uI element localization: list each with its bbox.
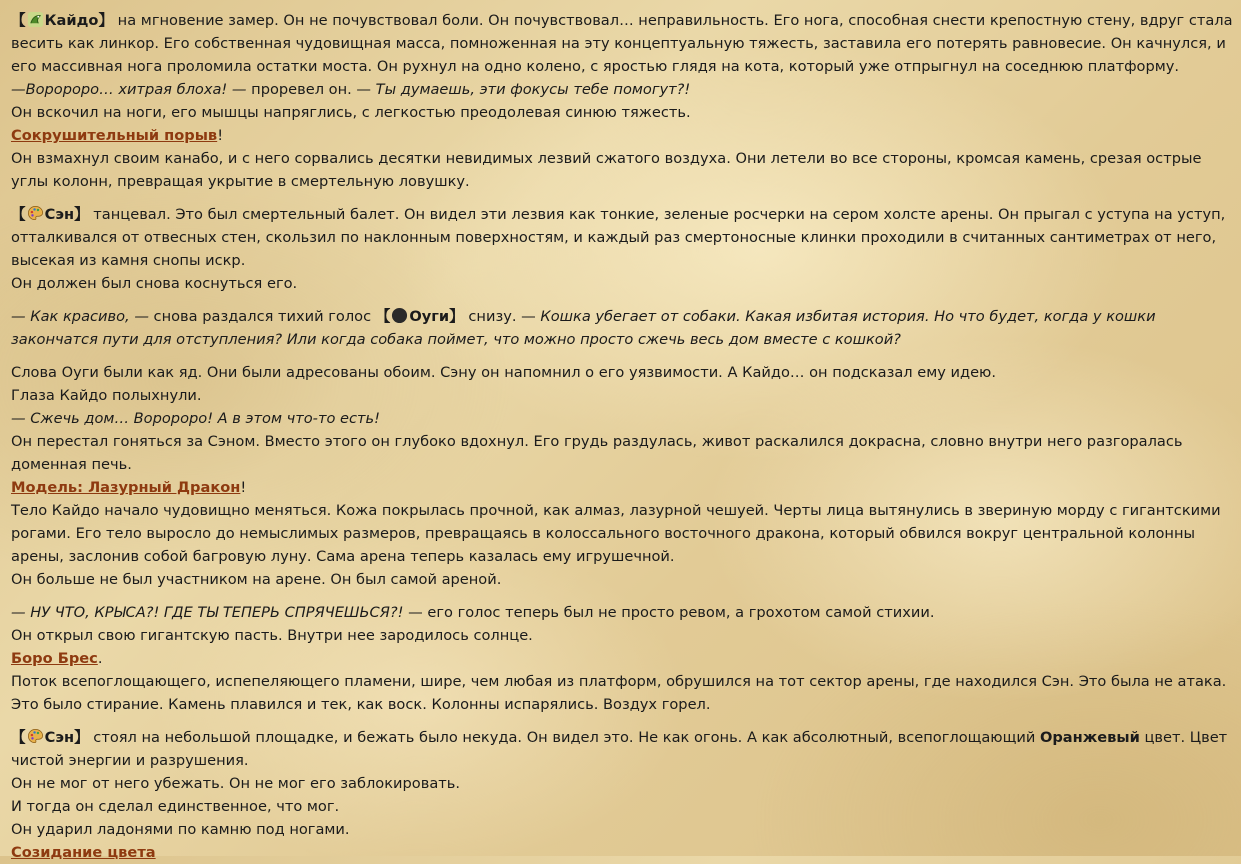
dialogue-text: — Сжечь дом… Воророро! А в этом что-то есть! bbox=[11, 410, 380, 427]
paragraph bbox=[11, 272, 1233, 295]
lizard-icon bbox=[27, 11, 44, 28]
narration-text: — его голос теперь был не просто ревом, а грохотом самой стихии. bbox=[403, 604, 935, 621]
narration-text: Он не мог от него убежать. Он не мог его заблокировать. bbox=[11, 775, 461, 792]
narration-text: Он взмахнул своим канабо, и с него сорвались десятки невидимых лезвий сжатого воздуха. Они летели во все стороны, кромсая камень, срезая острые углы колонн, превращая укрытие в смертельную ловушку. bbox=[11, 150, 1202, 190]
character-name: Кайдо bbox=[44, 12, 99, 29]
narration-text: Глаза Кайдо полыхнули. bbox=[11, 387, 202, 404]
dialogue-text: — Как красиво, — bbox=[11, 308, 149, 325]
narration-text: цвет. Цвет чистой энергии и разрушения. bbox=[11, 729, 1228, 769]
paragraph bbox=[11, 499, 1233, 568]
paragraph bbox=[11, 203, 1233, 272]
narration-text: Он вскочил на ноги, его мышцы напряглись, с легкостью преодолевая синюю тяжесть. bbox=[11, 104, 691, 121]
bracket-open: 【 bbox=[11, 729, 26, 746]
narration-text: Он больше не был участником на арене. Он был самой ареной. bbox=[11, 571, 502, 588]
narration-text: Он ударил ладонями по камню под ногами. bbox=[11, 821, 350, 838]
narration-text: снова раздался тихий голос bbox=[148, 308, 376, 325]
dialogue-text: — НУ ЧТО, КРЫСА?! ГДЕ ТЫ ТЕПЕРЬ СПРЯЧЕШЬСЯ?! bbox=[11, 604, 404, 621]
bracket-open: 【 bbox=[11, 12, 26, 29]
paragraph bbox=[11, 772, 1233, 795]
narration-text: ! bbox=[217, 127, 224, 144]
bracket-open: 【 bbox=[375, 308, 391, 325]
paragraph bbox=[11, 568, 1233, 591]
paragraph bbox=[11, 305, 1233, 351]
paragraph bbox=[11, 647, 1233, 670]
bracket-close: 】 bbox=[74, 729, 89, 746]
character-tag bbox=[11, 729, 89, 746]
narration-text: Поток всепоглощающего, испепеляющего пламени, шире, чем любая из платформ, обрушился на тот сектор арены, где находился Сэн. Это была не атака. Это было стирание. Камень плавился и тек, как воск. Колонны испарялись. Воздух горел. bbox=[11, 673, 1227, 713]
paragraph bbox=[11, 476, 1233, 499]
narration-text: стоял на небольшой площадке, и бежать было некуда. Он видел это. Не как огонь. А как абсолютный, всепоглощающий bbox=[88, 729, 1040, 746]
bracket-close: 】 bbox=[449, 308, 464, 325]
paragraph bbox=[11, 624, 1233, 647]
paragraph bbox=[11, 670, 1233, 716]
paragraph bbox=[11, 78, 1233, 101]
character-tag bbox=[376, 308, 464, 325]
narration-text: . bbox=[97, 650, 103, 667]
paragraph bbox=[11, 430, 1233, 476]
bracket-close: 】 bbox=[98, 12, 114, 29]
character-name: Оуги bbox=[409, 308, 450, 325]
paragraph bbox=[11, 407, 1233, 430]
character-tag bbox=[11, 206, 89, 223]
character-name: Сэн bbox=[44, 729, 75, 746]
narration-text: Тело Кайдо начало чудовищно меняться. Кожа покрылась прочной, как алмаз, лазурной чешуей. Черты лица вытянулись в звериную морду с гигантскими рогами. Его тело выросло до немыслимых размеров, превращаясь в колоссального восточного дракона, который обвился вокруг центральной колонны арены, заслонив собой багровую луну. Сама арена теперь казалась ему игрушечной. bbox=[11, 502, 1221, 565]
paragraph bbox=[11, 361, 1233, 384]
narration-text: ! bbox=[240, 479, 247, 496]
skill-link[interactable]: Созидание цвета bbox=[11, 844, 156, 861]
narration-text: Он должен был снова коснуться его. bbox=[11, 275, 298, 292]
bracket-close: 】 bbox=[74, 206, 89, 223]
paragraph bbox=[11, 384, 1233, 407]
skill-link[interactable]: Модель: Лазурный Дракон bbox=[11, 479, 241, 496]
character-name: Сэн bbox=[44, 206, 75, 223]
paragraph bbox=[11, 795, 1233, 818]
paragraph bbox=[11, 818, 1233, 841]
narration-text: танцевал. Это был смертельный балет. Он видел эти лезвия как тонкие, зеленые росчерки на сером холсте арены. Он прыгал с уступа на уступ, отталкивался от отвесных стен, скользил по наклонным поверхностям, и каждый раз смертоносные клинки проходили в считанных сантиметрах от него, высекая из камня снопы искр. bbox=[11, 206, 1226, 269]
narration-text: Он перестал гоняться за Сэном. Вместо этого он глубоко вдохнул. Его грудь раздулась, живот раскалился докрасна, словно внутри него разгоралась доменная печь. bbox=[11, 433, 1183, 473]
dialogue-text: Кошка убегает от собаки. Какая избитая история. Но что будет, когда у кошки закончатся пути для отступления? Или когда собака поймет, что можно просто сжечь весь дом вместе с кошкой? bbox=[11, 308, 1156, 348]
paragraph bbox=[11, 601, 1233, 624]
paragraph bbox=[11, 147, 1233, 193]
bracket-open: 【 bbox=[11, 206, 26, 223]
character-tag bbox=[11, 12, 113, 29]
skill-link[interactable]: Сокрушительный порыв bbox=[11, 127, 218, 144]
paragraph bbox=[11, 101, 1233, 124]
palette-icon bbox=[27, 728, 44, 745]
story-text bbox=[11, 9, 1233, 864]
emphasis-text: Оранжевый bbox=[1039, 729, 1140, 746]
dialogue-text: —Воророро… хитрая блоха! — bbox=[11, 81, 247, 98]
narration-text: на мгновение замер. Он не почувствовал боли. Он почувствовал… неправильность. Его нога, способная снести крепостную стену, вдруг стала весить как линкор. Его собственная чудовищная масса, помноженная на эту концептуальную тяжесть, заставила его потерять равновесие. Он качнулся, и его массивная нога проломила остатки моста. Он рухнул на одно колено, с яростью глядя на кота, который уже отпрыгнул на соседнюю платформу. bbox=[11, 12, 1233, 75]
narration-text: И тогда он сделал единственное, что мог. bbox=[11, 798, 340, 815]
paragraph bbox=[11, 726, 1233, 772]
narration-text: Он открыл свою гигантскую пасть. Внутри нее зародилось солнце. bbox=[11, 627, 533, 644]
skill-link[interactable]: Боро Брес bbox=[11, 650, 98, 667]
dialogue-text: Ты думаешь, эти фокусы тебе помогут?! bbox=[375, 81, 691, 98]
palette-icon bbox=[27, 205, 44, 222]
narration-text: снизу. — bbox=[463, 308, 541, 325]
narration-text: проревел он. — bbox=[246, 81, 376, 98]
paragraph bbox=[11, 9, 1233, 78]
black-circle-icon bbox=[391, 307, 408, 324]
paragraph bbox=[11, 841, 1233, 864]
paragraph bbox=[11, 124, 1233, 147]
narration-text: Слова Оуги были как яд. Они были адресованы обоим. Сэну он напомнил о его уязвимости. А Кайдо… он подсказал ему идею. bbox=[11, 364, 996, 381]
